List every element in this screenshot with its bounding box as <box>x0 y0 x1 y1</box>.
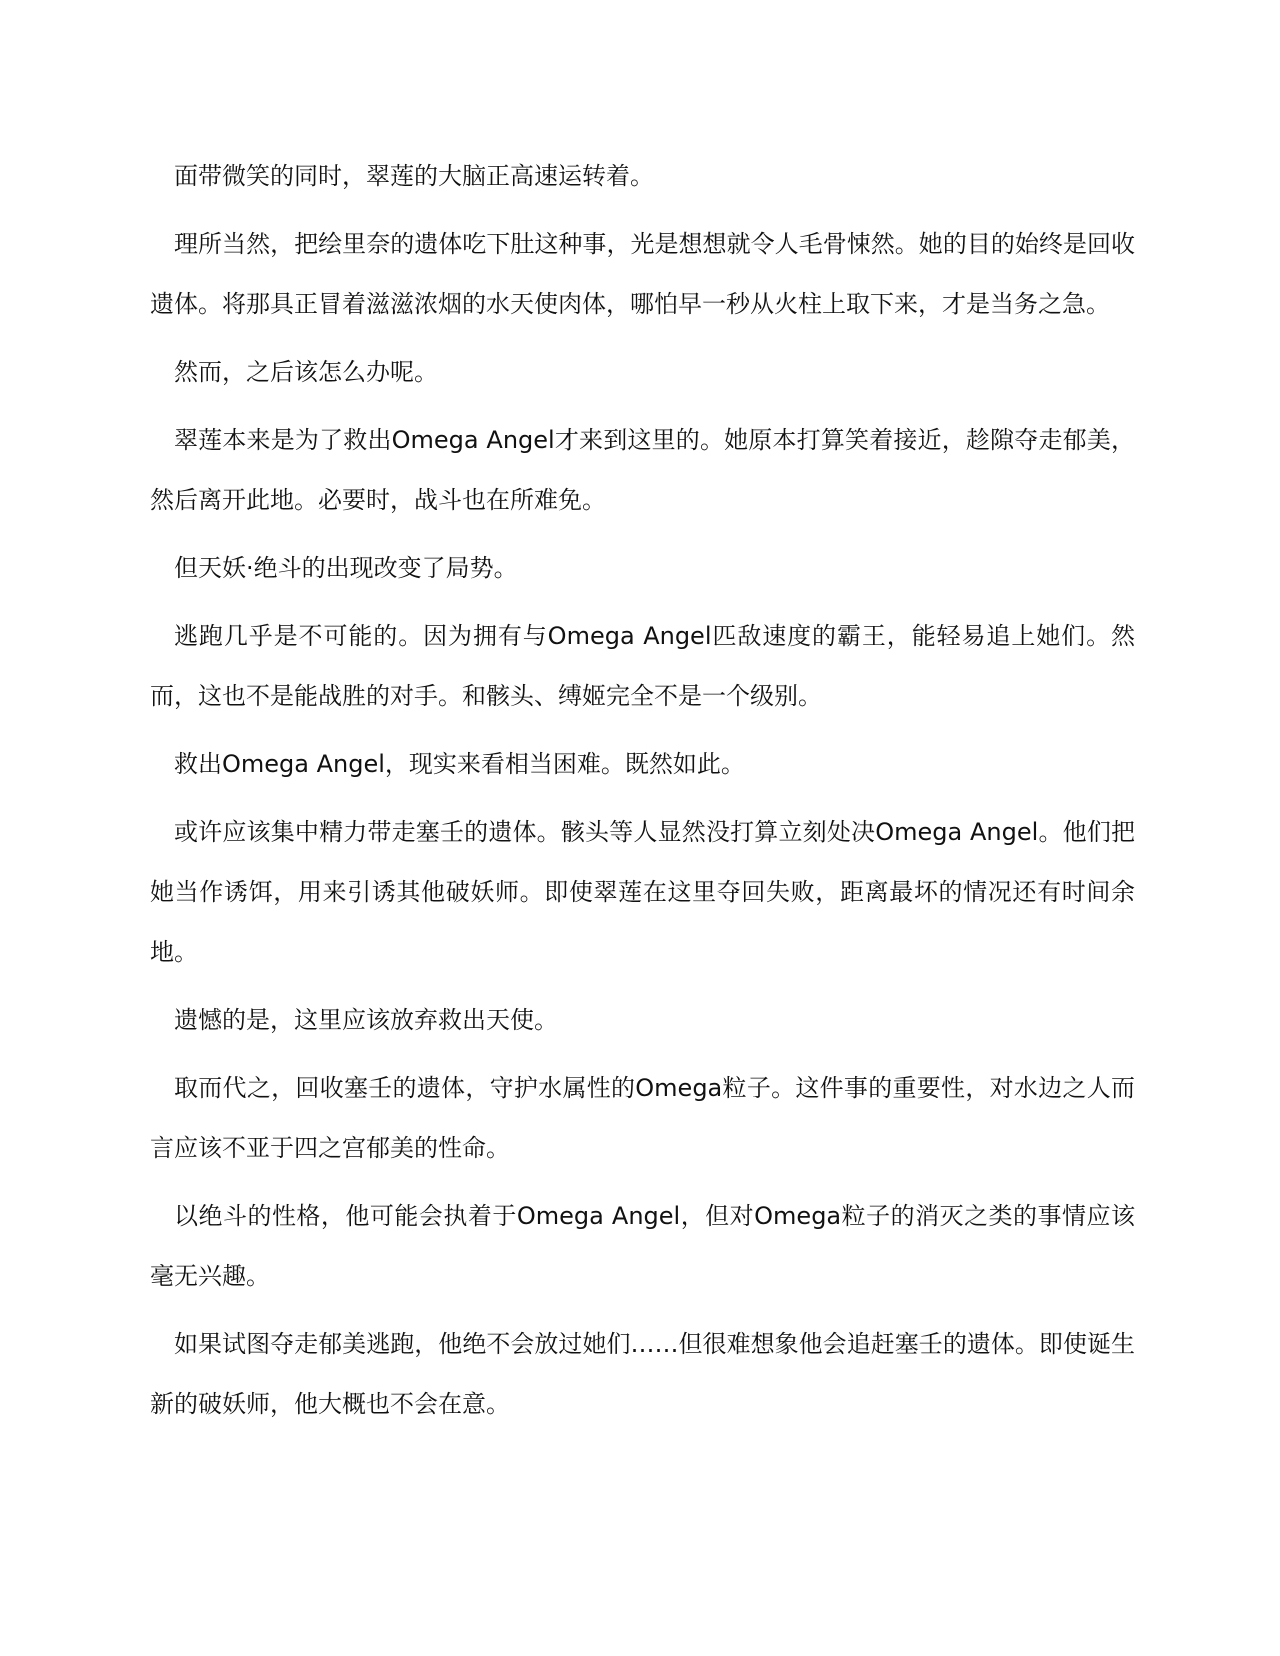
paragraph: 然而，之后该怎么办呢。 <box>174 358 438 386</box>
paragraph: 如果试图夺走郁美逃跑，他绝不会放过她们……但很难想象他会追赶塞壬的遗体。即使诞生新的破妖师，他大概也不会在意。 <box>150 1330 1135 1418</box>
paragraph: 翠莲本来是为了救出Omega Angel才来到这里的。她原本打算笑着接近，趁隙夺走郁美，然后离开此地。必要时，战斗也在所难免。 <box>150 426 1135 514</box>
document-page <box>150 146 1135 1442</box>
paragraph: 面带微笑的同时，翠莲的大脑正高速运转着。 <box>174 162 654 190</box>
paragraph: 以绝斗的性格，他可能会执着于Omega Angel，但对Omega粒子的消灭之类的事情应该毫无兴趣。 <box>150 1202 1135 1290</box>
paragraph: 遗憾的是，这里应该放弃救出天使。 <box>174 1006 558 1034</box>
paragraph: 救出Omega Angel，现实来看相当困难。既然如此。 <box>174 750 745 778</box>
paragraph: 但天妖·绝斗的出现改变了局势。 <box>174 554 518 582</box>
paragraph: 理所当然，把绘里奈的遗体吃下肚这种事，光是想想就令人毛骨悚然。她的目的始终是回收遗体。将那具正冒着滋滋浓烟的水天使肉体，哪怕早一秒从火柱上取下来，才是当务之急。 <box>150 230 1135 318</box>
paragraph: 取而代之，回收塞壬的遗体，守护水属性的Omega粒子。这件事的重要性，对水边之人而言应该不亚于四之宫郁美的性命。 <box>150 1074 1135 1162</box>
paragraph: 或许应该集中精力带走塞壬的遗体。骸头等人显然没打算立刻处决Omega Angel。他们把她当作诱饵，用来引诱其他破妖师。即使翠莲在这里夺回失败，距离最坏的情况还有时间余地。 <box>150 818 1135 966</box>
paragraph: 逃跑几乎是不可能的。因为拥有与Omega Angel匹敌速度的霸王，能轻易追上她们。然而，这也不是能战胜的对手。和骸头、缚姬完全不是一个级别。 <box>150 622 1135 710</box>
